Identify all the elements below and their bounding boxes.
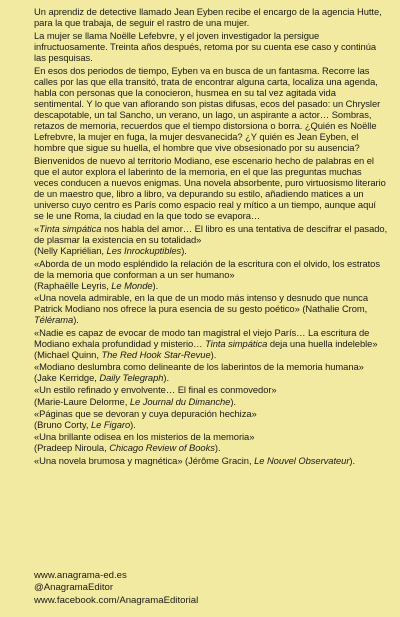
review-text: «Nadie es capaz de evocar de modo tan magistral el viejo París… La escritura de Modiano exhala profundidad y misterio… (34, 326, 370, 349)
review-author: (Raphaëlle Leyris, (34, 279, 112, 291)
review-kaprielian (34, 223, 388, 256)
review-text: deja una huella indeleble» (Michael Quinn, (34, 337, 378, 360)
review-close: ). (163, 372, 170, 384)
review-author: (Bruno Corty, (34, 418, 91, 430)
publisher-contact (34, 570, 198, 607)
review-text: «Páginas que se devoran y cuya depuración hechiza» (34, 407, 257, 419)
twitter-handle[interactable]: @AnagramaEditor (34, 582, 114, 594)
book-title: Tinta simpática (39, 223, 102, 235)
review-delorme (34, 384, 388, 406)
review-text: «Aborda de un modo espléndido la relación de la escritura con el olvido, los estratos de la memoria que conforman a un ser humano» (34, 257, 380, 280)
review-corty (34, 408, 388, 430)
review-text: «Una novela brumosa y magnética» (Jérôme Gracin, (34, 454, 255, 466)
review-close: ). (130, 418, 136, 430)
review-source: Daily Telegraph (99, 372, 164, 384)
review-text: «Un estilo refinado y envolvente… El final es conmovedor» (34, 384, 277, 396)
review-gracin (34, 455, 388, 466)
review-source: Télérama (34, 314, 74, 326)
review-text: «Una novela admirable, en la que de un modo más intenso y desnudo que nunca Patrick Modiano nos ofrece la pura esencia de su gesto poético» (Nathalie Crom, (34, 292, 368, 315)
review-niroula (34, 431, 388, 453)
review-close: ). (214, 442, 221, 454)
synopsis-paragraph-2: La mujer se llama Noëlle Lefebvre, y el joven investigador la persigue infructuosamente. Treinta años después, retoma por su cuenta ese caso y continúa las pesquisas. (34, 29, 377, 63)
review-source: Les Inrockuptibles (106, 245, 182, 257)
website-link[interactable]: www.anagrama-ed.es (34, 570, 127, 581)
review-kerridge (34, 361, 388, 383)
review-text: «Una brillante odisea en los misterios de la memoria» (34, 431, 255, 443)
facebook-link[interactable]: www.facebook.com/AnagramaEditorial (34, 594, 199, 606)
review-leyris (34, 258, 388, 291)
review-text: «Modiano deslumbra como delineante de los laberintos de la memoria humana» (Jake Kerridge, (34, 361, 364, 384)
review-author: (Marie-Laure Delorme, (34, 395, 130, 407)
synopsis-paragraph-4: Bienvenidos de nuevo al territorio Modiano, ese escenario hecho de palabras en el que el autor explora el laberinto de la memoria, en el que las preguntas muchas veces conducen a nuevos enigmas. Una novela absorbente, puro virtuosismo literario de un maestro que, libro a libro, va depurando su estilo, añadiendo matices a un universo cuyo centro es París como espacio real y mítico a un tiempo, aunque aquí se le une Roma, la ciudad en la que todo se evapora… (34, 155, 386, 222)
review-crom (34, 292, 388, 325)
review-author: (Nelly Kapriélian, (34, 245, 107, 257)
quote-mark: « (34, 223, 40, 235)
review-text: nos habla del amor… El libro es una tentativa de descifrar el pasado, de plasmar la existencia en su totalidad» (34, 223, 388, 246)
review-source: The Red Hook Star-Revue (101, 348, 211, 360)
review-author: (Pradeep Niroula, (34, 442, 110, 454)
book-title: Tinta simpática (205, 337, 268, 349)
review-source: Chicago Review of Books (109, 442, 215, 454)
review-source: Le Figaro (90, 418, 131, 430)
review-quinn (34, 327, 388, 360)
synopsis-paragraph-1: Un aprendiz de detective llamado Jean Eyben recibe el encargo de la agencia Hutte, para la que trabaja, de seguir el rastro de una mujer. (34, 6, 382, 29)
review-close: ). (349, 454, 356, 466)
review-close: ). (230, 395, 236, 407)
review-close: ). (152, 279, 159, 291)
synopsis-paragraph-3: En esos dos periodos de tiempo, Eyben va en busca de un fantasma. Recorre las calles por las que ella transitó, trata de encontrar alguna carta, localiza una agenda, habla con personas que la conocieron, husmea en su tal vez agitada vida sentimental. Y lo que van aflorando son pistas difusas, ecos del pasado: un Chrysler descapotable, un tal Sancho, un verano, un lago, un aspirante a actor… Sombras, retazos de memoria, recuerdos que el tiempo distorsiona o borra. ¿Quién es Noëlle Lefrebvre, la mujer en fuga, la mujer desvanecida? ¿Y quién es Jean Eyben, el hombre que sigue su huella, el hombre que vive obsesionado por su ausencia? (34, 64, 381, 154)
review-source: Le Nouvel Observateur (254, 454, 350, 466)
review-close: ). (73, 314, 79, 326)
back-cover-text (34, 6, 388, 466)
review-source: Le Journal du Dimanche (129, 395, 231, 407)
review-close: ). (210, 348, 217, 360)
review-source: Le Monde (111, 279, 153, 291)
review-close: ). (181, 245, 187, 257)
